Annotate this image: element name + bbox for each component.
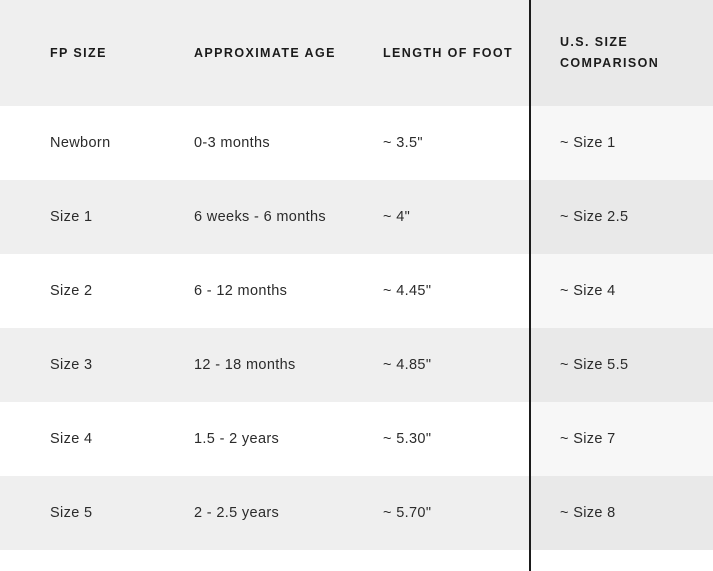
cell-approximate-age: 0-3 months [163, 106, 357, 180]
table-row [0, 328, 713, 402]
cell-length-of-foot: ~ 5.70" [357, 476, 529, 550]
cell-fp-size: Size 2 [0, 254, 163, 328]
cell-us-size-comparison: ~ Size 1 [529, 106, 713, 180]
cell-fp-size: Size 5 [0, 476, 163, 550]
column-divider [529, 0, 531, 571]
cell-fp-size: Newborn [0, 106, 163, 180]
cell-length-of-foot: ~ 4.45" [357, 254, 529, 328]
cell-approximate-age: 6 - 12 months [163, 254, 357, 328]
header-row [0, 0, 713, 106]
table-body [0, 106, 713, 550]
cell-fp-size: Size 4 [0, 402, 163, 476]
cell-approximate-age: 1.5 - 2 years [163, 402, 357, 476]
table-row [0, 476, 713, 550]
cell-us-size-comparison: ~ Size 4 [529, 254, 713, 328]
cell-length-of-foot: ~ 3.5" [357, 106, 529, 180]
cell-us-size-comparison: ~ Size 2.5 [529, 180, 713, 254]
table-row [0, 180, 713, 254]
cell-fp-size: Size 3 [0, 328, 163, 402]
table-row [0, 402, 713, 476]
cell-us-size-comparison: ~ Size 5.5 [529, 328, 713, 402]
cell-fp-size: Size 1 [0, 180, 163, 254]
cell-approximate-age: 12 - 18 months [163, 328, 357, 402]
table-header [0, 0, 713, 106]
cell-approximate-age: 2 - 2.5 years [163, 476, 357, 550]
cell-length-of-foot: ~ 4" [357, 180, 529, 254]
column-header-length-of-foot: LENGTH OF FOOT [357, 0, 529, 106]
cell-length-of-foot: ~ 5.30" [357, 402, 529, 476]
column-header-approximate-age: APPROXIMATE AGE [163, 0, 357, 106]
cell-us-size-comparison: ~ Size 8 [529, 476, 713, 550]
cell-us-size-comparison: ~ Size 7 [529, 402, 713, 476]
column-header-fp-size: FP SIZE [0, 0, 163, 106]
cell-approximate-age: 6 weeks - 6 months [163, 180, 357, 254]
cell-length-of-foot: ~ 4.85" [357, 328, 529, 402]
column-header-us-size-comparison: U.S. SIZE COMPARISON [529, 0, 713, 106]
table-row [0, 106, 713, 180]
table-row [0, 254, 713, 328]
